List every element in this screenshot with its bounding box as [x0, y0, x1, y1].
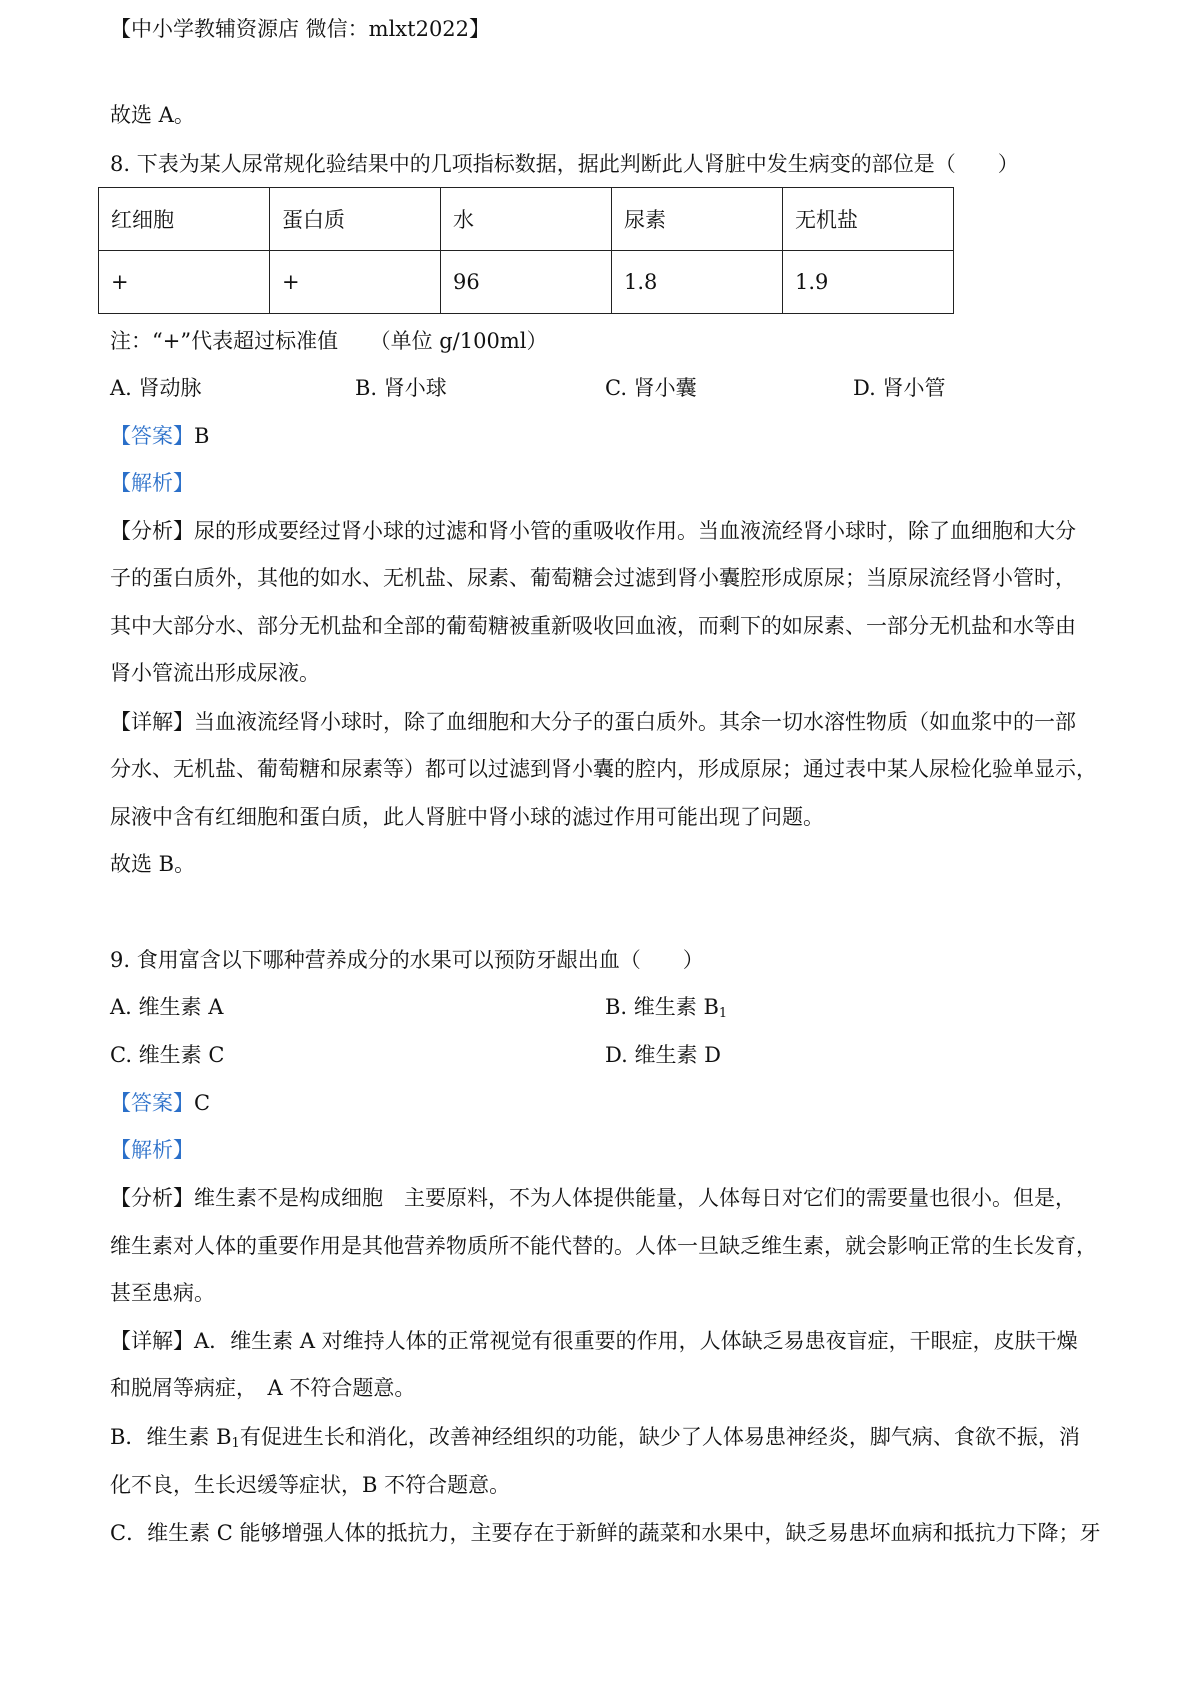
- q9-analysis-line: 甚至患病。: [110, 1281, 215, 1305]
- q8-conclusion: 故选 B。: [110, 852, 196, 876]
- q8-analysis-line: 其中大部分水、部分无机盐和全部的葡萄糖被重新吸收回血液，而剩下的如尿素、一部分无机盐和水等由: [110, 614, 1076, 638]
- q9-analysis-tag: 【解析】: [110, 1138, 194, 1162]
- q8-analysis-line: 肾小管流出形成尿液。: [110, 661, 320, 685]
- q9-detail-c-line: C．维生素 C 能够增强人体的抵抗力，主要存在于新鲜的蔬菜和水果中，缺乏易患坏血病和抵抗力下降；牙: [110, 1521, 1101, 1545]
- answer-tag: 【答案】: [110, 424, 194, 448]
- q9-detail-b-line: 化不良，生长迟缓等症状，B 不符合题意。: [110, 1473, 511, 1497]
- q9-answer: C: [194, 1091, 211, 1115]
- q8-detail-line: 分水、无机盐、葡萄糖和尿素等）都可以过滤到肾小囊的腔内，形成原尿；通过表中某人尿检化验单显示，: [110, 757, 1097, 781]
- q9-answer-line: [110, 1088, 210, 1118]
- urine-test-table: [98, 187, 954, 314]
- table-cell: 蛋白质: [270, 188, 441, 251]
- answer-tag: 【答案】: [110, 1091, 194, 1115]
- header-watermark: 【中小学教辅资源店 微信：mlxt2022】: [110, 17, 491, 41]
- q8-answer: B: [194, 424, 210, 448]
- q9-option-c: C. 维生素 C: [110, 1043, 225, 1067]
- q8-option-c: C. 肾小囊: [605, 376, 697, 400]
- table-cell: +: [270, 251, 441, 314]
- q8-answer-line: [110, 421, 209, 451]
- q9-option-b: B. 维生素 $B_1$: [605, 995, 728, 1021]
- q9-analysis-line: 【分析】维生素不是构成细胞 主要原料，不为人体提供能量，人体每日对它们的需要量也很小。但是，: [110, 1186, 1076, 1210]
- table-cell: 1.9: [783, 251, 954, 314]
- table-header-row: [99, 188, 954, 251]
- q9-stem: 9. 食用富含以下哪种营养成分的水果可以预防牙龈出血（ ）: [110, 948, 704, 972]
- q8-analysis-tag: 【解析】: [110, 471, 194, 495]
- q9-option-a: A. 维生素 A: [110, 995, 224, 1019]
- table-cell: 1.8: [612, 251, 783, 314]
- table-cell: 水: [441, 188, 612, 251]
- q8-option-a: A. 肾动脉: [110, 376, 202, 400]
- q8-option-d: D. 肾小管: [853, 376, 946, 400]
- q8-detail-line: 【详解】当血液流经肾小球时，除了血细胞和大分子的蛋白质外。其余一切水溶性物质（如血浆中的一部: [110, 710, 1076, 734]
- q8-analysis-line: 子的蛋白质外，其他的如水、无机盐、尿素、葡萄糖会过滤到肾小囊腔形成原尿；当原尿流经肾小管时，: [110, 566, 1076, 590]
- q8-analysis-line: 【分析】尿的形成要经过肾小球的过滤和肾小管的重吸收作用。当血液流经肾小球时，除了血细胞和大分: [110, 519, 1076, 543]
- table-cell: 尿素: [612, 188, 783, 251]
- q9-detail-line: 【详解】A．维生素 A 对维持人体的正常视觉有很重要的作用，人体缺乏易患夜盲症，干眼症，皮肤干燥: [110, 1329, 1078, 1353]
- q9-detail-line: 和脱屑等病症， A 不符合题意。: [110, 1376, 416, 1400]
- table-cell: 96: [441, 251, 612, 314]
- table-cell: +: [99, 251, 270, 314]
- table-cell: 无机盐: [783, 188, 954, 251]
- table-row: [99, 251, 954, 314]
- q9-analysis-line: 维生素对人体的重要作用是其他营养物质所不能代替的。人体一旦缺乏维生素，就会影响正常的生长发育，: [110, 1234, 1097, 1258]
- q9-detail-b-line: B．维生素 $B_1$有促进生长和消化，改善神经组织的功能，缺少了人体易患神经炎，脚气病、食欲不振，消: [110, 1425, 1080, 1451]
- q8-table-note: 注：“+”代表超过标准值 （单位 g/100ml）: [110, 329, 548, 353]
- q8-detail-line: 尿液中含有红细胞和蛋白质，此人肾脏中肾小球的滤过作用可能出现了问题。: [110, 805, 824, 829]
- table-cell: 红细胞: [99, 188, 270, 251]
- q9-option-d: D. 维生素 D: [605, 1043, 721, 1067]
- q8-option-b: B. 肾小球: [355, 376, 447, 400]
- q8-stem: 8. 下表为某人尿常规化验结果中的几项指标数据，据此判断此人肾脏中发生病变的部位是（ ）: [110, 152, 1019, 176]
- previous-conclusion: 故选 A。: [110, 103, 195, 127]
